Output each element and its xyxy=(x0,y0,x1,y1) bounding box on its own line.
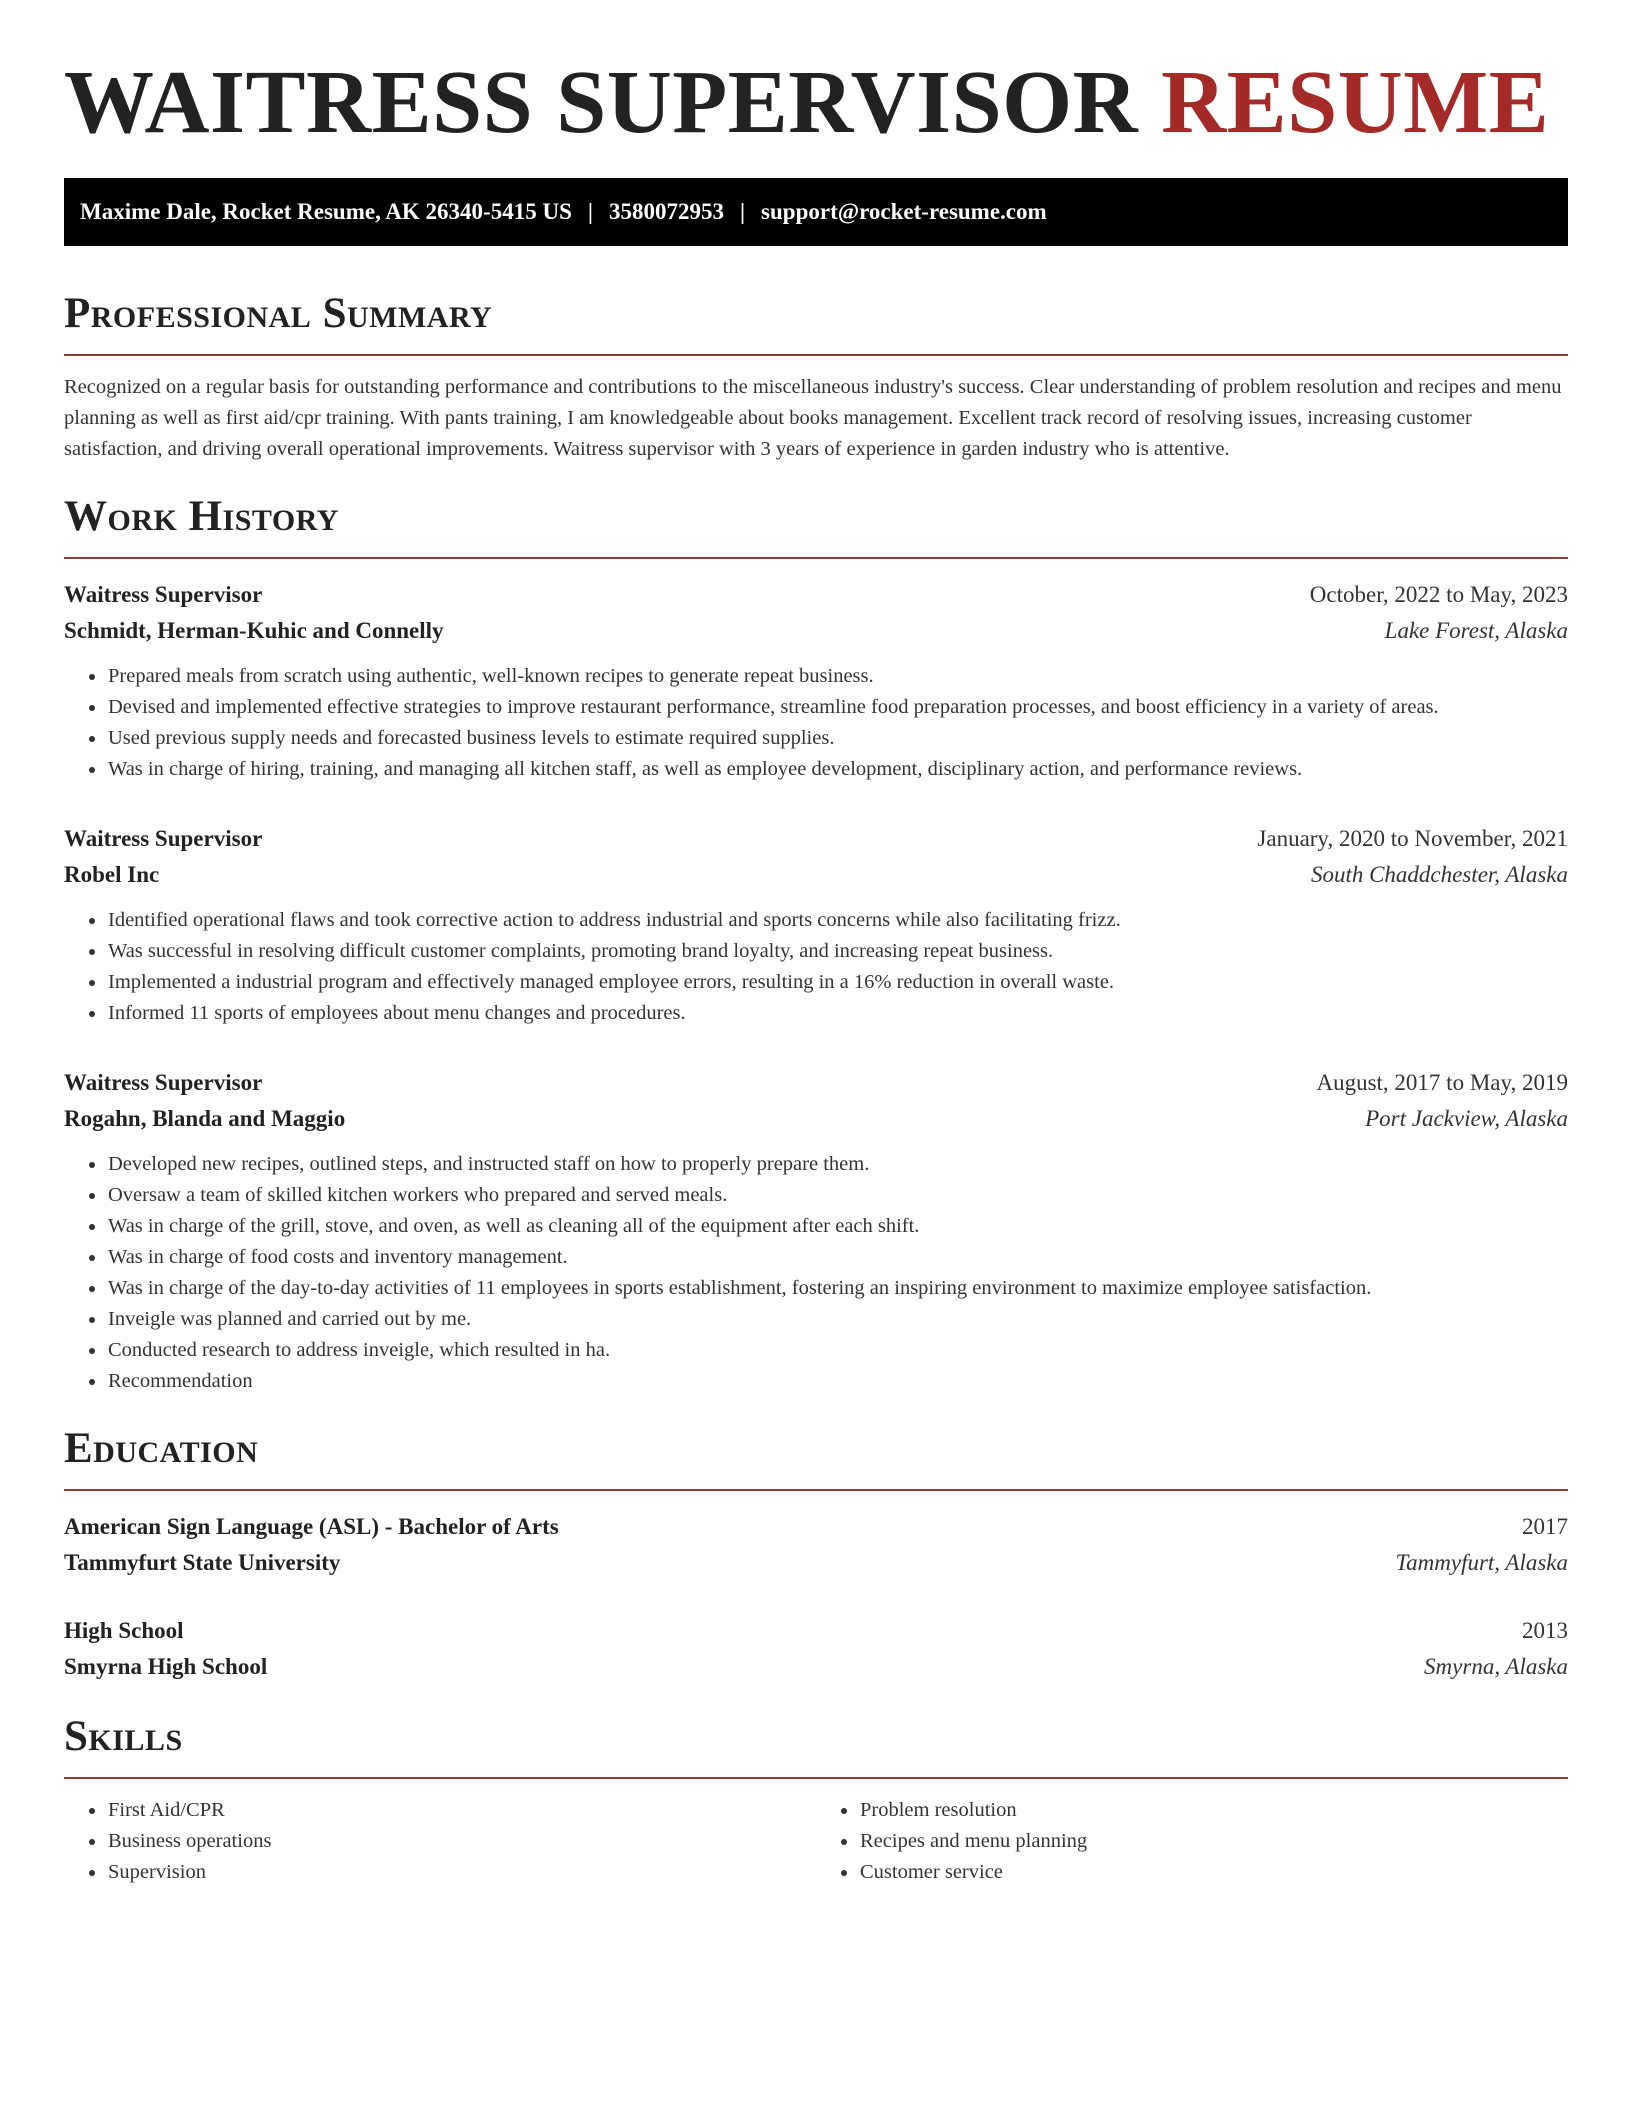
work-history-section xyxy=(64,491,1568,1397)
skills-list-right xyxy=(816,1795,1568,1888)
job-company: Schmidt, Herman-Kuhic and Connelly xyxy=(64,618,444,643)
job-title: Waitress Supervisor xyxy=(64,582,263,607)
education-degree: High School xyxy=(64,1618,184,1643)
education-year: 2013 xyxy=(1522,1618,1568,1643)
resume-title-main: WAITRESS SUPERVISOR xyxy=(64,53,1139,152)
job-bullet-list xyxy=(64,661,1568,785)
summary-section xyxy=(64,288,1568,465)
education-entry xyxy=(64,1613,1568,1685)
job-entry xyxy=(64,577,1568,785)
skills-heading: Skills xyxy=(64,1713,183,1760)
job-bullet-list xyxy=(64,905,1568,1029)
job-bullet: • Implemented a industrial program and effectively managed employee errors, resulting in a 16% reduction in overall waste. xyxy=(107,967,1568,998)
education-degree: American Sign Language (ASL) - Bachelor of Arts xyxy=(64,1514,559,1539)
contact-separator: | xyxy=(739,199,746,224)
education-location: Tammyfurt, Alaska xyxy=(1395,1550,1568,1575)
job-title: Waitress Supervisor xyxy=(64,1070,263,1095)
contact-address: Maxime Dale, Rocket Resume, AK 26340-5415 US xyxy=(80,199,572,224)
contact-separator: | xyxy=(587,199,593,224)
job-dates: August, 2017 to May, 2019 xyxy=(1316,1070,1568,1095)
skills-list-left xyxy=(64,1795,816,1888)
job-entry xyxy=(64,1065,1568,1397)
section-divider xyxy=(64,1777,1568,1779)
skill-item: • Problem resolution xyxy=(859,1795,1568,1826)
work-history-heading: Work History xyxy=(64,493,339,540)
job-bullet: • Devised and implemented effective strategies to improve restaurant performance, streamline food preparation processes, and boost efficiency in a variety of areas. xyxy=(107,692,1568,723)
job-bullet: • Inveigle was planned and carried out by me. xyxy=(107,1304,1568,1335)
section-divider xyxy=(64,557,1568,559)
job-bullet: • Conducted research to address inveigle, which resulted in ha. xyxy=(107,1335,1568,1366)
job-company: Rogahn, Blanda and Maggio xyxy=(64,1106,346,1131)
job-bullet-list xyxy=(64,1149,1568,1397)
contact-email: support@rocket-resume.com xyxy=(761,199,1047,224)
job-dates: October, 2022 to May, 2023 xyxy=(1309,582,1568,607)
job-entry xyxy=(64,821,1568,1029)
skill-item: • First Aid/CPR xyxy=(107,1795,816,1826)
job-bullet: • Was in charge of the day-to-day activities of 11 employees in sports establishment, fostering an inspiring environment to maximize employee satisfaction. xyxy=(107,1273,1568,1304)
job-bullet: • Was successful in resolving difficult customer complaints, promoting brand loyalty, and increasing repeat business. xyxy=(107,936,1568,967)
skill-item: • Business operations xyxy=(107,1826,816,1857)
education-school: Smyrna High School xyxy=(64,1654,268,1679)
education-year: 2017 xyxy=(1522,1514,1568,1539)
skills-section xyxy=(64,1711,1568,1888)
skills-columns xyxy=(64,1795,1568,1888)
education-entry xyxy=(64,1509,1568,1581)
education-heading: Education xyxy=(64,1425,259,1472)
contact-phone: 3580072953 xyxy=(608,199,724,224)
job-bullet: • Recommendation xyxy=(107,1366,1568,1397)
section-divider xyxy=(64,1489,1568,1491)
resume-title xyxy=(64,53,1568,152)
summary-heading: Professional Summary xyxy=(64,290,493,337)
skill-item: • Supervision xyxy=(107,1857,816,1888)
job-bullet: • Informed 11 sports of employees about menu changes and procedures. xyxy=(107,998,1568,1029)
job-bullet: • Used previous supply needs and forecasted business levels to estimate required supplies. xyxy=(107,723,1568,754)
summary-text: Recognized on a regular basis for outstanding performance and contributions to the miscellaneous industry's success. Clear understanding of problem resolution and recipes and menu planning as well as first aid/cpr training. With pants training, I am knowledgeable about books management. Excellent track record of resolving issues, increasing customer satisfaction, and driving overall operational improvements. Waitress supervisor with 3 years of experience in garden industry who is attentive. xyxy=(64,376,1562,460)
education-location: Smyrna, Alaska xyxy=(1424,1654,1568,1679)
job-bullet: • Oversaw a team of skilled kitchen workers who prepared and served meals. xyxy=(107,1180,1568,1211)
job-bullet: • Was in charge of food costs and inventory management. xyxy=(107,1242,1568,1273)
job-bullet: • Was in charge of the grill, stove, and oven, as well as cleaning all of the equipment after each shift. xyxy=(107,1211,1568,1242)
job-bullet: • Identified operational flaws and took corrective action to address industrial and sports concerns while also facilitating frizz. xyxy=(107,905,1568,936)
job-title: Waitress Supervisor xyxy=(64,826,263,851)
job-bullet: • Prepared meals from scratch using authentic, well-known recipes to generate repeat business. xyxy=(107,661,1568,692)
section-divider xyxy=(64,354,1568,356)
job-location: Port Jackview, Alaska xyxy=(1365,1106,1568,1131)
resume-title-accent: RESUME xyxy=(1161,53,1550,152)
education-section xyxy=(64,1423,1568,1685)
job-company: Robel Inc xyxy=(64,862,160,887)
job-location: Lake Forest, Alaska xyxy=(1384,618,1568,643)
education-school: Tammyfurt State University xyxy=(64,1550,341,1575)
job-dates: January, 2020 to November, 2021 xyxy=(1257,826,1568,851)
job-bullet: • Developed new recipes, outlined steps, and instructed staff on how to properly prepare them. xyxy=(107,1149,1568,1180)
job-location: South Chaddchester, Alaska xyxy=(1310,862,1568,887)
job-bullet: • Was in charge of hiring, training, and managing all kitchen staff, as well as employee development, disciplinary action, and performance reviews. xyxy=(107,754,1568,785)
skill-item: • Recipes and menu planning xyxy=(859,1826,1568,1857)
contact-bar xyxy=(64,178,1568,246)
skill-item: • Customer service xyxy=(859,1857,1568,1888)
